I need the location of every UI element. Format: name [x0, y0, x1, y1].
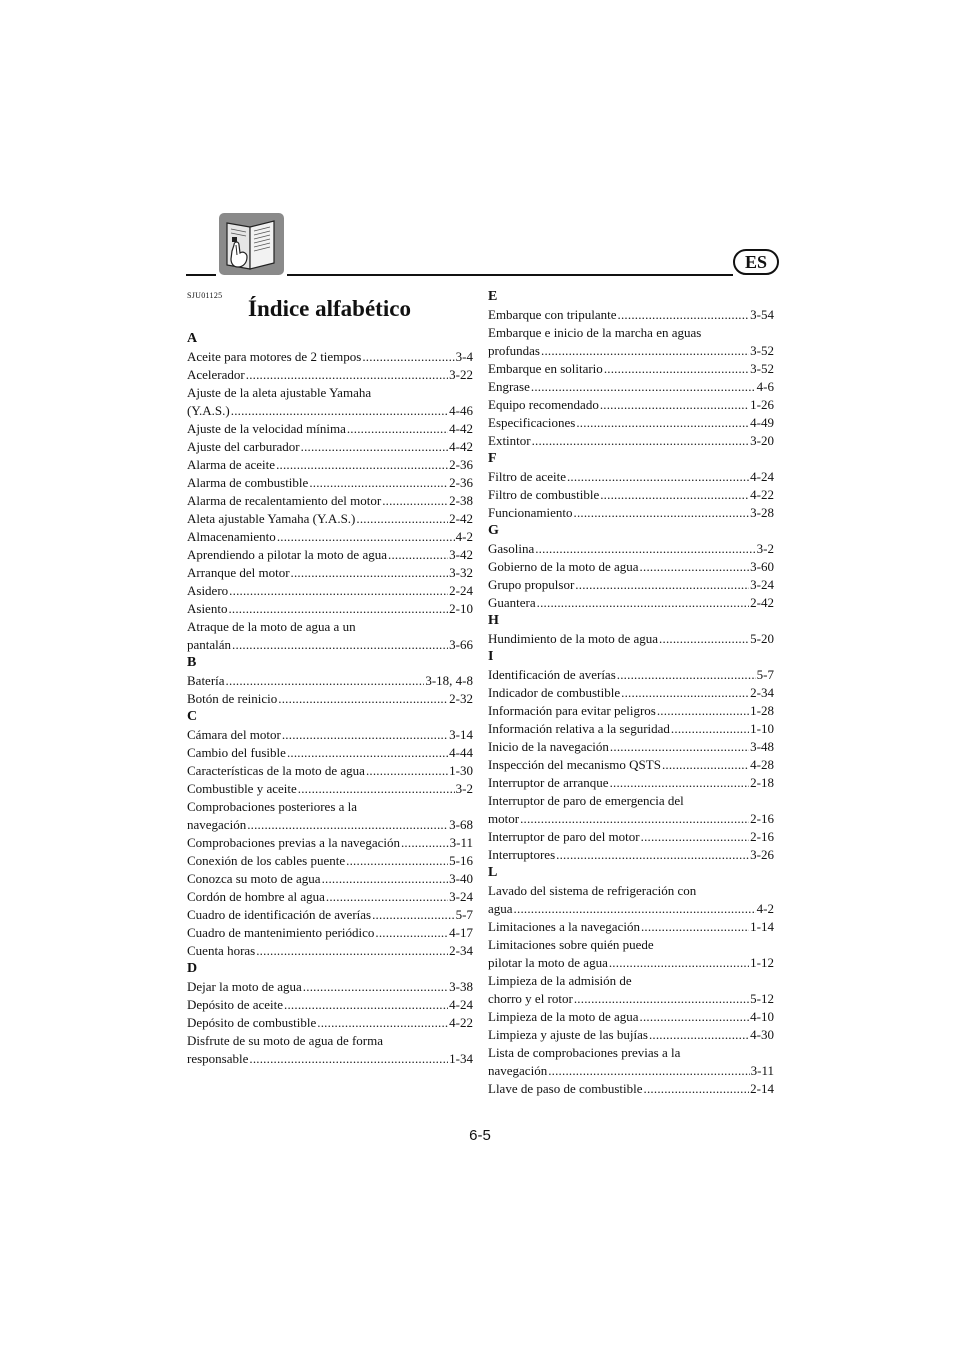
dot-leader [541, 342, 749, 360]
page-number: 6-5 [469, 1127, 491, 1144]
index-entry-page: 4-6 [756, 379, 774, 394]
index-entry-page: 3-54 [750, 307, 774, 322]
index-entry [187, 456, 473, 474]
index-entry-text: profundas [488, 343, 540, 358]
index-column-right [488, 288, 774, 1098]
index-entry-text: Aprendiendo a pilotar la moto de agua [187, 547, 387, 562]
header-rule-left [186, 274, 216, 276]
index-entry-text: Cambio del fusible [187, 745, 286, 760]
index-entry [187, 852, 473, 870]
dot-leader [556, 846, 749, 864]
dot-leader [662, 756, 749, 774]
index-entry [488, 720, 774, 738]
index-entry-page: 4-28 [750, 757, 774, 772]
index-letter-heading: L [488, 865, 498, 880]
index-entry-text: Acelerador [187, 367, 245, 382]
index-entry [488, 702, 774, 720]
index-entry-page: 1-14 [750, 919, 774, 934]
index-entry-page: 3-24 [750, 577, 774, 592]
index-entry-page: 3-22 [449, 367, 473, 382]
index-letter-heading: C [187, 709, 198, 724]
index-entry [187, 726, 473, 744]
dot-leader [346, 852, 448, 870]
index-entry [187, 780, 473, 798]
index-entry-page: 4-10 [750, 1009, 774, 1024]
index-entry-text-line1: Limpieza de la admisión de [488, 973, 632, 988]
index-entry-page: 3-38 [449, 979, 473, 994]
dot-leader [618, 306, 750, 324]
index-entry [488, 360, 774, 378]
index-entry-text: Información relativa a la seguridad [488, 721, 670, 736]
index-entry [187, 870, 473, 888]
index-entry-text: Depósito de aceite [187, 997, 284, 1012]
index-entry [187, 798, 473, 834]
index-entry-page: 2-16 [750, 829, 774, 844]
index-entry-text: Alarma de recalentamiento del motor [187, 493, 382, 508]
index-entry-page: 2-14 [750, 1081, 774, 1096]
index-entry [488, 972, 774, 1008]
index-entry [488, 324, 774, 360]
index-entry-text: chorro y el rotor [488, 991, 573, 1006]
index-entry-text: Alarma de combustible [187, 475, 309, 490]
index-entry-text: Asiento [187, 601, 228, 616]
index-entry-text: motor [488, 811, 520, 826]
index-entry-page: 4-2 [455, 529, 473, 544]
index-entry [488, 1026, 774, 1044]
index-entry-page: 2-10 [449, 601, 473, 616]
index-entry-text: pantalán [187, 637, 232, 652]
index-entry-text: Ajuste del carburador [187, 439, 300, 454]
index-entry-text-line1: Comprobaciones posteriores a la [187, 799, 358, 814]
index-entry [488, 666, 774, 684]
dot-leader [567, 468, 749, 486]
dot-leader [287, 744, 448, 762]
index-entry-text: Cuadro de mantenimiento periódico [187, 925, 375, 940]
dot-leader [303, 978, 448, 996]
dot-leader [372, 906, 455, 924]
index-entry-text: Aleta ajustable Yamaha (Y.A.S.) [187, 511, 356, 526]
index-entry-text: Interruptores [488, 847, 556, 862]
dot-leader [382, 492, 448, 510]
index-entry-text: Inspección del mecanismo QSTS [488, 757, 661, 772]
dot-leader [249, 1050, 448, 1068]
dot-leader [276, 456, 448, 474]
index-entry-text: Inicio de la navegación [488, 739, 609, 754]
index-entry [488, 882, 774, 918]
index-entry-page: 1-28 [750, 703, 774, 718]
dot-leader [649, 1026, 749, 1044]
index-letter-heading: E [488, 289, 498, 304]
index-entry [187, 672, 473, 690]
index-entry-page: 4-22 [449, 1015, 473, 1030]
index-entry [187, 924, 473, 942]
index-entry-text: Hundimiento de la moto de agua [488, 631, 659, 646]
dot-leader [282, 726, 448, 744]
index-entry-text: (Y.A.S.) [187, 403, 230, 418]
dot-leader [640, 1008, 750, 1026]
index-entry [187, 582, 473, 600]
index-entry [187, 438, 473, 456]
index-entry-text: Engrase [488, 379, 530, 394]
index-entry-text: Características de la moto de agua [187, 763, 365, 778]
index-letter-heading: B [187, 655, 197, 670]
index-entry-page: 2-34 [750, 685, 774, 700]
index-entry-text-line1: Interruptor de paro de emergencia del [488, 793, 684, 808]
index-entry [488, 828, 774, 846]
index-entry [187, 888, 473, 906]
index-entry-page: 3-28 [750, 505, 774, 520]
index-entry-page: 2-36 [449, 475, 473, 490]
index-entry [488, 1008, 774, 1026]
dot-leader [617, 666, 756, 684]
index-entry-text: Embarque con tripulante [488, 307, 617, 322]
index-entry-page: 2-16 [750, 811, 774, 826]
index-entry-text: Batería [187, 673, 225, 688]
index-entry-page: 3-4 [455, 349, 473, 364]
header-rule-right [287, 274, 733, 276]
index-entry [187, 600, 473, 618]
dot-leader [548, 1062, 749, 1080]
index-entry [488, 486, 774, 504]
index-entry-text: Filtro de combustible [488, 487, 600, 502]
index-entry-page: 2-24 [449, 583, 473, 598]
index-entry-page: 1-30 [449, 763, 473, 778]
dot-leader [576, 414, 749, 432]
index-entry-text: Filtro de aceite [488, 469, 566, 484]
index-entry-page: 4-49 [750, 415, 774, 430]
dot-leader [388, 546, 448, 564]
index-entry-page: 2-42 [750, 595, 774, 610]
index-entry-text: Extintor [488, 433, 531, 448]
index-entry-text-line1: Limitaciones sobre quién puede [488, 937, 654, 952]
index-entry-page: 2-32 [449, 691, 473, 706]
index-entry-page: 1-26 [750, 397, 774, 412]
index-entry [488, 1080, 774, 1098]
dot-leader [537, 594, 750, 612]
index-entry-page: 3-42 [449, 547, 473, 562]
index-entry [187, 618, 473, 654]
dot-leader [609, 954, 749, 972]
index-letter-heading: G [488, 523, 499, 538]
index-entry [488, 432, 774, 450]
index-entry-text: Almacenamiento [187, 529, 276, 544]
index-entry-text: Aceite para motores de 2 tiempos [187, 349, 362, 364]
dot-leader [291, 564, 449, 582]
dot-leader [644, 1080, 750, 1098]
index-entry-text: Especificaciones [488, 415, 576, 430]
index-entry-text: Combustible y aceite [187, 781, 297, 796]
dot-leader [284, 996, 448, 1014]
index-entry-page: 1-34 [449, 1051, 473, 1066]
dot-leader [356, 510, 448, 528]
index-entry-page: 4-42 [449, 439, 473, 454]
index-entry-page: 5-7 [756, 667, 774, 682]
index-entry-text: Información para evitar peligros [488, 703, 656, 718]
index-entry-text: Limpieza de la moto de agua [488, 1009, 639, 1024]
dot-leader [520, 810, 749, 828]
index-entry [488, 414, 774, 432]
index-entry-page: 3-66 [449, 637, 473, 652]
dot-leader [228, 600, 448, 618]
index-entry-page: 4-24 [449, 997, 473, 1012]
document-code: SJU01125 [187, 291, 223, 300]
index-entry [187, 978, 473, 996]
index-entry [488, 396, 774, 414]
dot-leader [226, 672, 425, 690]
index-entry-text: Guantera [488, 595, 536, 610]
dot-leader [401, 834, 449, 852]
index-entry [488, 1044, 774, 1080]
dot-leader [600, 396, 749, 414]
index-entry [187, 528, 473, 546]
dot-leader [375, 924, 448, 942]
index-entry-page: 3-11 [449, 835, 473, 850]
index-entry-page: 3-32 [449, 565, 473, 580]
index-entry-text: Funcionamiento [488, 505, 573, 520]
dot-leader [657, 702, 749, 720]
index-entry-text: Embarque en solitario [488, 361, 603, 376]
index-entry-text: Alarma de aceite [187, 457, 276, 472]
index-entry [488, 684, 774, 702]
index-entry-page: 3-14 [449, 727, 473, 742]
dot-leader [229, 582, 448, 600]
index-entry-text: Ajuste de la velocidad mínima [187, 421, 346, 436]
dot-leader [641, 918, 749, 936]
index-entry-text: Arranque del motor [187, 565, 290, 580]
index-entry [187, 744, 473, 762]
index-entry [488, 306, 774, 324]
index-letter-heading: A [187, 331, 198, 346]
dot-leader [600, 486, 749, 504]
dot-leader [278, 690, 448, 708]
index-entry-text-line1: Atraque de la moto de agua a un [187, 619, 356, 634]
index-entry [187, 546, 473, 564]
index-entry [488, 630, 774, 648]
index-entry-page: 2-42 [449, 511, 473, 526]
index-entry [187, 762, 473, 780]
index-entry-text: Grupo propulsor [488, 577, 575, 592]
dot-leader [641, 828, 750, 846]
dot-leader [531, 378, 756, 396]
dot-leader [621, 684, 749, 702]
index-entry-page: 3-2 [455, 781, 473, 796]
index-entry-text: Interruptor de arranque [488, 775, 609, 790]
index-entry [187, 366, 473, 384]
index-entry-text: Botón de reinicio [187, 691, 278, 706]
index-entry-page: 1-10 [750, 721, 774, 736]
book-icon [219, 213, 284, 275]
index-entry-text-line1: Ajuste de la aleta ajustable Yamaha [187, 385, 372, 400]
index-entry-page: 3-26 [750, 847, 774, 862]
index-entry [187, 690, 473, 708]
index-entry-text: Depósito de combustible [187, 1015, 317, 1030]
index-entry-page: 2-34 [449, 943, 473, 958]
dot-leader [535, 540, 755, 558]
index-entry-text-line1: Disfrute de su moto de agua de forma [187, 1033, 384, 1048]
index-entry [187, 942, 473, 960]
index-entry [488, 576, 774, 594]
dot-leader [277, 528, 455, 546]
index-entry [488, 558, 774, 576]
index-entry-page: 3-48 [750, 739, 774, 754]
index-entry-page: 4-30 [750, 1027, 774, 1042]
index-entry [488, 756, 774, 774]
index-entry-text: agua [488, 901, 513, 916]
index-entry-text: Limpieza y ajuste de las bujías [488, 1027, 648, 1042]
index-entry-page: 3-18, 4-8 [425, 673, 473, 688]
dot-leader [309, 474, 448, 492]
index-entry [488, 594, 774, 612]
index-letter-heading: H [488, 613, 499, 628]
index-entry-text: Conozca su moto de agua [187, 871, 321, 886]
index-entry-text: Dejar la moto de agua [187, 979, 302, 994]
index-entry-text: pilotar la moto de agua [488, 955, 608, 970]
index-entry [488, 936, 774, 972]
dot-leader [231, 402, 448, 420]
dot-leader [232, 636, 448, 654]
index-entry [488, 792, 774, 828]
index-entry-text-line1: Lista de comprobaciones previas a la [488, 1045, 681, 1060]
index-entry-text-line1: Embarque e inicio de la marcha en aguas [488, 325, 702, 340]
index-entry-text: navegación [488, 1063, 548, 1078]
dot-leader [574, 990, 749, 1008]
index-entry [187, 1032, 473, 1068]
index-entry-page: 2-36 [449, 457, 473, 472]
index-entry-text-line1: Lavado del sistema de refrigeración con [488, 883, 697, 898]
dot-leader [347, 420, 448, 438]
index-entry [187, 1014, 473, 1032]
index-entry-page: 3-24 [449, 889, 473, 904]
index-entry-text: Cámara del motor [187, 727, 281, 742]
index-entry-text: Asidero [187, 583, 229, 598]
dot-leader [671, 720, 749, 738]
index-entry-text: Comprobaciones previas a la navegación [187, 835, 400, 850]
language-badge: ES [733, 249, 779, 275]
index-entry-page: 3-2 [756, 541, 774, 556]
dot-leader [322, 870, 449, 888]
index-entry-page: 2-38 [449, 493, 473, 508]
index-entry [187, 906, 473, 924]
index-entry-page: 5-16 [449, 853, 473, 868]
index-column-left [187, 330, 473, 1068]
index-entry-text: Cuadro de identificación de averías [187, 907, 372, 922]
dot-leader [514, 900, 756, 918]
index-entry-page: 5-7 [455, 907, 473, 922]
index-entry-text: Equipo recomendado [488, 397, 599, 412]
index-entry-text: Limitaciones a la navegación [488, 919, 640, 934]
index-entry-page: 4-46 [449, 403, 473, 418]
index-entry-text: Gobierno de la moto de agua [488, 559, 639, 574]
index-entry-text: Cuenta horas [187, 943, 256, 958]
dot-leader [256, 942, 448, 960]
index-entry [187, 474, 473, 492]
index-entry-page: 3-40 [449, 871, 473, 886]
dot-leader [298, 780, 455, 798]
index-entry-page: 3-52 [750, 361, 774, 376]
dot-leader [317, 1014, 448, 1032]
dot-leader [659, 630, 749, 648]
index-entry [187, 384, 473, 420]
index-entry-text: Conexión de los cables puente [187, 853, 346, 868]
index-entry-page: 5-20 [750, 631, 774, 646]
index-entry-page: 1-12 [750, 955, 774, 970]
index-entry [187, 492, 473, 510]
index-entry [187, 996, 473, 1014]
index-entry-page: 4-22 [750, 487, 774, 502]
index-entry-text: responsable [187, 1051, 249, 1066]
index-entry-page: 3-68 [449, 817, 473, 832]
index-entry-text: navegación [187, 817, 247, 832]
index-entry-page: 2-18 [750, 775, 774, 790]
index-entry [187, 564, 473, 582]
index-entry [488, 468, 774, 486]
index-entry [488, 918, 774, 936]
index-entry [488, 738, 774, 756]
dot-leader [301, 438, 449, 456]
index-entry [488, 540, 774, 558]
index-entry [488, 378, 774, 396]
dot-leader [575, 576, 749, 594]
index-entry-text: Gasolina [488, 541, 535, 556]
dot-leader [604, 360, 749, 378]
index-entry-page: 3-11 [750, 1063, 774, 1078]
dot-leader [366, 762, 448, 780]
page-title: Índice alfabético [248, 296, 411, 321]
index-entry [488, 504, 774, 522]
index-entry-page: 5-12 [750, 991, 774, 1006]
index-entry-page: 4-17 [449, 925, 473, 940]
index-entry [488, 774, 774, 792]
dot-leader [246, 366, 448, 384]
index-entry-text: Interruptor de paro del motor [488, 829, 640, 844]
index-entry [187, 834, 473, 852]
index-entry-page: 3-52 [750, 343, 774, 358]
dot-leader [610, 774, 750, 792]
dot-leader [610, 738, 749, 756]
index-entry [187, 420, 473, 438]
index-entry-page: 4-2 [756, 901, 774, 916]
index-entry-text: Cordón de hombre al agua [187, 889, 325, 904]
dot-leader [362, 348, 454, 366]
manual-book-pointing-hand-icon [219, 213, 284, 275]
index-entry [488, 846, 774, 864]
dot-leader [574, 504, 750, 522]
index-entry-text: Identificación de averías [488, 667, 616, 682]
index-letter-heading: I [488, 649, 494, 664]
index-letter-heading: F [488, 451, 497, 466]
index-entry [187, 348, 473, 366]
index-entry-page: 4-44 [449, 745, 473, 760]
index-entry-text: Indicador de combustible [488, 685, 621, 700]
dot-leader [247, 816, 448, 834]
dot-leader [640, 558, 750, 576]
dot-leader [326, 888, 448, 906]
index-letter-heading: D [187, 961, 198, 976]
dot-leader [532, 432, 750, 450]
index-entry-page: 4-24 [750, 469, 774, 484]
index-entry-text: Llave de paso de combustible [488, 1081, 643, 1096]
index-entry-page: 3-20 [750, 433, 774, 448]
index-entry-page: 4-42 [449, 421, 473, 436]
index-entry-page: 3-60 [750, 559, 774, 574]
index-entry [187, 510, 473, 528]
